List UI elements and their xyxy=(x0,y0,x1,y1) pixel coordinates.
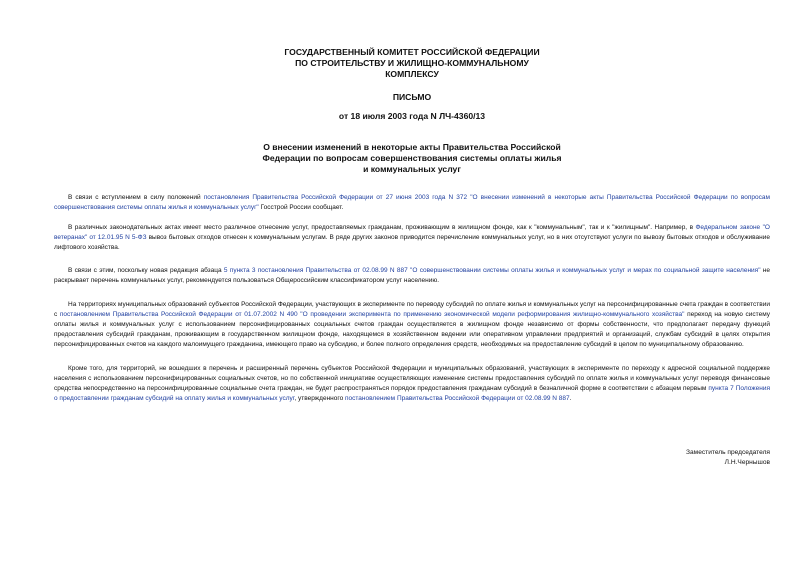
paragraph-text: Кроме того, для территорий, не вошедших в перечень и расширенный перечень субъектов Российской Федерации и муниципальных образований, участвующих в эксперименте по переходу к адресной социальной поддержке населения с использованием персонифицированных социальных счетов, но по собственной инициативе осуществляющих изменение системы предоставления субсидий по оплате жилья и коммунальных услуг переводя финансовые средства непосредственно на персонифицированные социальные счета граждан, не будет распространяться порядок предоставления гражданам субсидий в безналичной форме в соответствии с абзацем первым xyxy=(54,365,770,392)
paragraph-5 xyxy=(54,364,770,404)
link-resolution-372[interactable]: постановления Правительства Российской Федерации от 27 июня 2003 года N 372 "О внесении изменений в некоторые акты Правительства Российской Федерации по вопросам совершенствования системы оплаты жилья и коммунальных услуг" xyxy=(54,194,770,211)
paragraph-text: переход на новую систему оплаты жилья и коммунальных услуг с использованием персонифицированных социальных счетов граждан осуществляется в жилищном фонде независимо от формы собственности, что предполагает передачу функций предоставления субсидий гражданам, проживающим в государственном жилищном фонде, находящемся в хозяйственном ведении или оперативном управлении предприятий и организаций, службам субсидий в целях открытия персонифицированных счетов на каждого малоимущего гражданина, имеющего право на субсидию, и более полного определения средств, необходимых на предоставление субсидий в целом по муниципальному образованию. xyxy=(54,310,770,348)
paragraph-text: , утвержденного xyxy=(294,395,346,402)
document-body xyxy=(54,193,770,414)
document-type: ПИСЬМО xyxy=(392,92,432,102)
org-line-3: КОМПЛЕКСУ xyxy=(385,69,439,79)
paragraph-text: не раскрывает перечень коммунальных услуг, рекомендуется пользоваться Общероссийским классификатором услуг населению. xyxy=(54,266,771,284)
paragraph-text: В связи с этим, поскольку новая редакция абзаца xyxy=(68,266,224,274)
link-federal-law-veterans[interactable]: Федеральном законе "О ветеранах" от 12.01.95 N 5-ФЗ xyxy=(54,223,770,241)
link-resolution-490[interactable]: постановлением Правительства Российской Федерации от 01.07.2002 N 490 "О проведении эксперимента по применению экономической модели реформирования жилищно-коммунального хозяйства" xyxy=(59,310,685,318)
document-title xyxy=(54,142,770,175)
paragraph-4 xyxy=(54,300,770,350)
org-line-2: ПО СТРОИТЕЛЬСТВУ И ЖИЛИЩНО-КОММУНАЛЬНОМУ xyxy=(295,58,529,68)
paragraph-text: . xyxy=(569,395,572,402)
paragraph-3 xyxy=(54,266,770,286)
document-date-number: от 18 июля 2003 года N ЛЧ-4360/13 xyxy=(338,111,486,121)
paragraph-1 xyxy=(54,193,770,213)
issuing-organization xyxy=(54,47,770,80)
link-regulation-clause-7[interactable]: пункта 7 Положения о предоставлении гражданам субсидий на оплату жилья и коммунальных услуг xyxy=(54,385,771,402)
paragraph-text: Госстрой России сообщает. xyxy=(258,204,344,211)
link-resolution-887[interactable]: постановлением Правительства Российской Федерации от 02.08.99 N 887 xyxy=(345,395,570,402)
paragraph-2 xyxy=(54,223,770,253)
signature-block xyxy=(686,448,770,468)
org-line-1: ГОСУДАРСТВЕННЫЙ КОМИТЕТ РОССИЙСКОЙ ФЕДЕРАЦИИ xyxy=(284,47,540,57)
paragraph-text: В различных законодательных актах имеет место различное отнесение услуг, предоставляемых гражданам, проживающим в жилищном фонде, как к "коммунальным", так и к "жилищным". Например, в xyxy=(68,223,696,231)
title-line-1: О внесении изменений в некоторые акты Правительства Российской xyxy=(263,142,561,152)
signatory-name: Л.Н.Чернышов xyxy=(724,459,770,466)
paragraph-text: В связи с вступлением в силу положений xyxy=(68,194,204,201)
title-line-3: и коммунальных услуг xyxy=(363,164,461,174)
paragraph-text: На территориях муниципальных образований субъектов Российской Федерации, участвующих в эксперименте по переводу субсидий по оплате жилья и коммунальных услуг на персонифицированные счета граждан в соответствии с xyxy=(54,300,770,318)
signatory-position: Заместитель председателя xyxy=(686,449,770,456)
title-line-2: Федерации по вопросам совершенствования системы оплаты жилья xyxy=(262,153,562,163)
link-resolution-887-clause-5[interactable]: 5 пункта 3 постановления Правительства от 02.08.99 N 887 "О совершенствовании системы оплаты жилья и коммунальных услуг и мерах по социальной защите населения" xyxy=(223,266,761,274)
document-page xyxy=(54,0,770,571)
paragraph-text: вывоз бытовых отходов отнесен к коммунальным услугам. В ряде других законов приводится перечисление коммунальных услуг, но в них отсутствуют услуги по вывозу бытовых отходов и обслуживание лифтового хозяйства. xyxy=(54,233,770,251)
